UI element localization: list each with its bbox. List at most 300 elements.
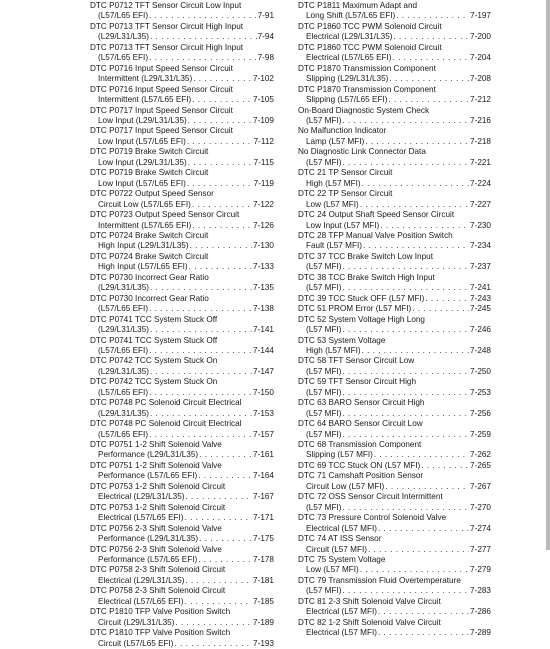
page-number: 7-279 (470, 565, 491, 575)
page-number: 7-167 (253, 492, 274, 502)
dot-leader (185, 576, 252, 586)
dot-leader (150, 283, 252, 293)
entry-title: DTC P0741 TCC System Stuck Off (90, 314, 218, 324)
index-entry (90, 377, 274, 398)
index-entry (90, 356, 274, 377)
index-entry (298, 471, 491, 492)
dot-leader (374, 450, 469, 460)
entry-subtitle: Low (L57 MFI) (306, 199, 359, 209)
entry-title: DTC 73 Pressure Control Solenoid Valve (298, 513, 447, 523)
dot-leader (343, 158, 470, 168)
dot-leader (199, 450, 252, 460)
dot-leader (343, 388, 470, 398)
entry-subtitle: Electrical (L57 MFI) (306, 607, 377, 617)
page-number: 7-153 (253, 408, 274, 418)
entry-title: DTC 75 System Voltage (298, 555, 386, 565)
entry-subtitle: (L57 MFI) (306, 366, 342, 376)
entry-subtitle-row (90, 32, 274, 42)
dot-leader (343, 430, 470, 440)
page-number: 7-218 (470, 136, 491, 146)
dot-leader (365, 137, 469, 147)
page-number: 7-147 (253, 366, 274, 376)
entry-subtitle-row (298, 367, 491, 377)
dot-leader (188, 116, 252, 126)
dot-leader (192, 95, 252, 105)
page-number: 7-181 (253, 575, 274, 585)
entry-title: DTC P1810 TFP Valve Position Switch (90, 607, 231, 617)
right-index-column (298, 1, 491, 639)
dot-leader (389, 74, 469, 84)
index-entry (90, 252, 274, 273)
entry-subtitle: Electrical (L57/L65 EFI) (98, 596, 184, 606)
dot-leader (343, 116, 470, 126)
page-number: 7-256 (470, 408, 491, 418)
dot-leader (421, 461, 469, 471)
index-entry (90, 586, 274, 607)
entry-title: DTC 21 TP Sensor Circuit (298, 168, 393, 178)
entry-title-text: DTC 39 TCC Stuck OFF (L57 MFI) (298, 293, 425, 303)
index-entry (90, 545, 274, 566)
index-entry (298, 356, 491, 377)
page-number: 7-224 (470, 178, 491, 188)
entry-subtitle-row (90, 74, 274, 84)
entry-title: DTC P0716 Input Speed Sensor Circuit (90, 84, 233, 94)
index-entry (298, 377, 491, 398)
page-number: 7-200 (470, 32, 491, 42)
index-entry (90, 231, 274, 252)
entry-subtitle: Circuit Low (L57/L65 EFI) (98, 199, 191, 209)
entry-subtitle: (L29/L31/L35) (98, 325, 149, 335)
entry-subtitle: (L57 MFI) (306, 325, 342, 335)
page-number: 7-243 (470, 293, 491, 303)
entry-subtitle: Electrical (L57/L65 EFI) (306, 53, 392, 63)
entry-title: DTC P0730 Incorrect Gear Ratio (90, 272, 209, 282)
page-number: 7-112 (253, 136, 274, 146)
entry-subtitle: (L57 MFI) (306, 115, 342, 125)
entry-title: DTC 68 Transmission Component (298, 440, 422, 450)
page-number: 7-175 (253, 534, 274, 544)
entry-subtitle: Circuit (L57/L65 EFI) (98, 638, 174, 648)
entry-subtitle: (L29/L31/L35) (98, 32, 149, 42)
entry-subtitle-row (298, 586, 491, 596)
entry-subtitle: Intermittent (L57/L65 EFI) (98, 95, 192, 105)
index-entry (298, 492, 491, 513)
page-number: 7-193 (253, 638, 274, 648)
entry-subtitle-row (298, 524, 491, 534)
entry-subtitle-row (90, 513, 274, 523)
page-number: 7-283 (470, 586, 491, 596)
entry-subtitle-row (90, 221, 274, 231)
index-entry (298, 147, 491, 168)
entry-subtitle-row (90, 137, 274, 147)
index-entry (298, 304, 491, 314)
page-number: 7-98 (257, 53, 274, 63)
entry-title: DTC 37 TCC Brake Switch Low Input (298, 251, 433, 261)
index-entry (298, 22, 491, 43)
entry-subtitle: Performance (L29/L31/L35) (98, 450, 199, 460)
entry-title: DTC P1811 Maximum Adapt and (298, 1, 418, 10)
dot-leader (192, 221, 252, 231)
entry-title: DTC P1860 TCC PWM Solenoid Circuit (298, 42, 442, 52)
entry-subtitle: High (L57 MFI) (306, 345, 361, 355)
dot-leader (149, 346, 252, 356)
entry-subtitle: Performance (L57/L65 EFI) (98, 471, 198, 481)
entry-subtitle-row (298, 200, 491, 210)
entry-subtitle-row (90, 11, 274, 21)
entry-title: DTC P0753 1-2 Shift Solenoid Circuit (90, 502, 226, 512)
entry-subtitle-row (90, 492, 274, 502)
dot-leader (393, 53, 469, 63)
index-entry (90, 336, 274, 357)
index-entry (298, 64, 491, 85)
entry-subtitle: (L57/L65 EFI) (98, 345, 149, 355)
dot-leader (185, 513, 252, 523)
dot-leader (150, 367, 252, 377)
index-entry (298, 461, 491, 471)
index-entry (90, 126, 274, 147)
entry-subtitle-row (90, 346, 274, 356)
entry-subtitle: Low Input (L57 MFI) (306, 220, 380, 230)
entry-subtitle-row (298, 607, 491, 617)
dot-leader (150, 32, 257, 42)
index-entry (298, 210, 491, 231)
page-number: 7-237 (470, 262, 491, 272)
index-entry (90, 482, 274, 503)
dot-leader (149, 388, 252, 398)
entry-title: DTC 58 TFT Sensor Circuit Low (298, 356, 415, 366)
page-number: 7-115 (253, 157, 274, 167)
page-number: 7-178 (253, 555, 274, 565)
entry-title: DTC P0753 1-2 Shift Solenoid Circuit (90, 481, 226, 491)
entry-title: DTC P0716 Input Speed Sensor Circuit (90, 63, 233, 73)
page-number: 7-171 (253, 513, 274, 523)
entry-title: DTC 82 1-2 Shift Solenoid Valve Circuit (298, 617, 441, 627)
entry-title: DTC P0719 Brake Switch Circuit (90, 147, 209, 157)
dot-leader (343, 409, 470, 419)
entry-subtitle-row (298, 53, 491, 63)
entry-subtitle: High Input (L57/L65 EFI) (98, 262, 188, 272)
dot-leader (425, 294, 469, 304)
page-number: 7-250 (470, 366, 491, 376)
entry-title: DTC 74 AT ISS Sensor (298, 534, 382, 544)
entry-subtitle: Low Input (L29/L31/L35) (98, 157, 187, 167)
entry-subtitle: (L57/L65 EFI) (98, 429, 149, 439)
entry-title: DTC P0741 TCC System Stuck Off (90, 335, 218, 345)
index-entry (90, 22, 274, 43)
entry-subtitle: Low Input (L29/L31/L35) (98, 115, 187, 125)
index-entry (298, 126, 491, 147)
page-number: 7-157 (253, 429, 274, 439)
dot-leader (150, 409, 252, 419)
dot-leader (198, 471, 252, 481)
page-number: 7-265 (470, 460, 491, 470)
entry-subtitle: (L57 MFI) (306, 283, 342, 293)
entry-title: DTC P0723 Output Speed Sensor Circuit (90, 210, 240, 220)
entry-subtitle-row (298, 95, 491, 105)
page-number: 7-208 (470, 74, 491, 84)
index-entry (298, 618, 491, 639)
entry-subtitle-row (90, 388, 274, 398)
entry-title: DTC P0713 TFT Sensor Circuit High Input (90, 42, 244, 52)
entry-title (298, 294, 491, 304)
dot-leader (393, 32, 469, 42)
dot-leader (385, 482, 469, 492)
index-entry (90, 189, 274, 210)
dot-leader (378, 628, 469, 638)
dot-leader (378, 607, 469, 617)
entry-subtitle-row (298, 503, 491, 513)
entry-subtitle-row (90, 597, 274, 607)
entry-subtitle-row (90, 158, 274, 168)
entry-subtitle: (L57 MFI) (306, 586, 342, 596)
entry-subtitle: Slipping (L57 MFI) (306, 450, 373, 460)
dot-leader (412, 304, 469, 314)
entry-title: DTC P1870 Transmission Component (298, 84, 436, 94)
entry-subtitle: Circuit (L57 MFI) (306, 544, 367, 554)
dot-leader (343, 325, 470, 335)
entry-title: DTC P0713 TFT Sensor Circuit High Input (90, 21, 244, 31)
entry-subtitle: (L57/L65 EFI) (98, 387, 149, 397)
entry-title: DTC P0751 1-2 Shift Solenoid Valve (90, 440, 222, 450)
entry-subtitle: Electrical (L57 MFI) (306, 628, 377, 638)
page-number: 7-141 (253, 325, 274, 335)
entry-title: DTC P0756 2-3 Shift Solenoid Valve (90, 523, 222, 533)
entry-subtitle: Circuit Low (L57 MFI) (306, 481, 385, 491)
entry-subtitle: Intermittent (L57/L65 EFI) (98, 220, 192, 230)
entry-subtitle: Low Input (L57/L65 EFI) (98, 178, 186, 188)
index-entry (298, 513, 491, 534)
dot-leader (343, 367, 470, 377)
index-entry (298, 440, 491, 461)
entry-title: DTC 79 Transmission Fluid Overtemperature (298, 575, 461, 585)
entry-subtitle-row (298, 32, 491, 42)
index-entry (90, 440, 274, 461)
page-number: 7-221 (470, 157, 491, 167)
page-edge-shadow (546, 0, 550, 550)
index-entry (298, 273, 491, 294)
entry-subtitle-row (298, 325, 491, 335)
entry-subtitle-row (90, 241, 274, 251)
dot-leader (343, 262, 470, 272)
dot-leader (343, 283, 470, 293)
page-number: 7-105 (253, 95, 274, 105)
entry-subtitle: Low Input (L57/L65 EFI) (98, 136, 186, 146)
entry-title: DTC 71 Camshaft Position Sensor (298, 471, 424, 481)
entry-subtitle-row (298, 450, 491, 460)
entry-subtitle-row (90, 534, 274, 544)
page-number: 7-277 (470, 544, 491, 554)
page-number: 7-216 (470, 115, 491, 125)
entry-title: DTC 63 BARO Sensor Circuit High (298, 398, 425, 408)
entry-subtitle: Fault (L57 MFI) (306, 241, 362, 251)
index-entry (298, 576, 491, 597)
entry-subtitle-row (298, 628, 491, 638)
page-number: 7-126 (253, 220, 274, 230)
entry-subtitle-row (298, 482, 491, 492)
entry-title: DTC 52 System Voltage High Long (298, 314, 425, 324)
entry-subtitle-row (90, 409, 274, 419)
page-number: 7-119 (253, 178, 274, 188)
page-number: 7-234 (470, 241, 491, 251)
entry-title: DTC 28 TFP Manual Valve Position Switch (298, 230, 453, 240)
entry-title: DTC 59 TFT Sensor Circuit High (298, 377, 416, 387)
entry-subtitle-row (90, 639, 274, 649)
entry-subtitle-row (90, 179, 274, 189)
page-number: 7-91 (257, 11, 274, 21)
entry-subtitle: (L57 MFI) (306, 408, 342, 418)
dot-leader (149, 304, 252, 314)
entry-title: DTC P0756 2-3 Shift Solenoid Valve (90, 544, 222, 554)
entry-subtitle-row (90, 53, 274, 63)
entry-title: DTC P0717 Input Speed Sensor Circuit (90, 126, 233, 136)
entry-subtitle: Lamp (L57 MFI) (306, 136, 365, 146)
entry-subtitle: (L57/L65 EFI) (98, 304, 149, 314)
entry-subtitle: High (L57 MFI) (306, 178, 361, 188)
index-entry (90, 210, 274, 231)
page-number: 7-161 (253, 450, 274, 460)
entry-subtitle: Electrical (L29/L31/L35) (98, 575, 185, 585)
dot-leader (378, 524, 469, 534)
dot-leader (192, 200, 252, 210)
entry-subtitle: (L29/L31/L35) (98, 408, 149, 418)
index-entry (90, 168, 274, 189)
index-entry (298, 534, 491, 555)
page-number: 7-241 (470, 283, 491, 293)
entry-subtitle-row (298, 409, 491, 419)
page-number: 7-270 (470, 502, 491, 512)
entry-subtitle: (L57/L65 EFI) (98, 11, 149, 21)
index-entry (298, 419, 491, 440)
entry-title: DTC P0748 PC Solenoid Circuit Electrical (90, 398, 242, 408)
entry-subtitle: (L29/L31/L35) (98, 366, 149, 376)
entry-subtitle-row (90, 450, 274, 460)
dot-leader (187, 179, 253, 189)
entry-subtitle-row (90, 283, 274, 293)
entry-title: DTC P1870 Transmission Component (298, 63, 436, 73)
dot-leader (175, 639, 253, 649)
entry-title: DTC P0758 2-3 Shift Solenoid Circuit (90, 565, 226, 575)
dot-leader (362, 346, 469, 356)
index-entry (298, 231, 491, 252)
entry-title: DTC P0717 Input Speed Sensor Circuit (90, 105, 233, 115)
entry-title: DTC P0712 TFT Sensor Circuit Low Input (90, 1, 242, 10)
index-entry (90, 628, 274, 649)
entry-subtitle-row (90, 325, 274, 335)
dot-leader (199, 534, 252, 544)
entry-subtitle-row (90, 555, 274, 565)
index-entry (298, 294, 491, 304)
dot-leader (149, 11, 257, 21)
page-number: 7-164 (253, 471, 274, 481)
entry-subtitle: Electrical (L29/L31/L35) (306, 32, 393, 42)
page-number: 7-189 (253, 617, 274, 627)
page-number: 7-94 (257, 32, 274, 42)
entry-subtitle: Electrical (L29/L31/L35) (98, 492, 185, 502)
entry-title: DTC P0724 Brake Switch Circuit (90, 251, 209, 261)
page-number: 7-259 (470, 429, 491, 439)
entry-title: No Diagnostic Link Connector Data (298, 147, 426, 157)
entry-subtitle-row (298, 137, 491, 147)
entry-title: DTC 81 2-3 Shift Solenoid Valve Circuit (298, 596, 441, 606)
entry-subtitle-row (298, 346, 491, 356)
entry-subtitle-row (298, 388, 491, 398)
entry-subtitle: (L57 MFI) (306, 429, 342, 439)
entry-title: DTC P0748 PC Solenoid Circuit Electrical (90, 419, 242, 429)
entry-title: DTC P0742 TCC System Stuck On (90, 377, 218, 387)
entry-title: No Malfunction Indicator (298, 126, 387, 136)
entry-subtitle-row (298, 430, 491, 440)
dot-leader (198, 555, 252, 565)
index-entry (298, 252, 491, 273)
page-number: 7-130 (253, 241, 274, 251)
index-entry (298, 43, 491, 64)
page-number: 7-267 (470, 481, 491, 491)
entry-subtitle: Electrical (L57/L65 EFI) (98, 513, 184, 523)
index-entry (90, 1, 274, 22)
dot-leader (149, 53, 257, 63)
dot-leader (396, 11, 469, 21)
page-number: 7-274 (470, 523, 491, 533)
page-number: 7-135 (253, 283, 274, 293)
entry-subtitle: (L57 MFI) (306, 502, 342, 512)
entry-subtitle-row (90, 471, 274, 481)
index-entry (90, 565, 274, 586)
dot-leader (175, 618, 252, 628)
entry-subtitle: Intermittent (L29/L31/L35) (98, 74, 193, 84)
dot-leader (360, 565, 469, 575)
page-number: 7-230 (470, 220, 491, 230)
entry-title: DTC P0719 Brake Switch Circuit (90, 168, 209, 178)
entry-subtitle-row (90, 200, 274, 210)
dot-leader (343, 503, 470, 513)
entry-subtitle-row (298, 241, 491, 251)
dot-leader (380, 221, 469, 231)
page-number: 7-144 (253, 345, 274, 355)
dot-leader (362, 179, 469, 189)
entry-subtitle-row (90, 262, 274, 272)
index-entry (298, 555, 491, 576)
entry-subtitle-row (90, 95, 274, 105)
entry-title: DTC P0724 Brake Switch Circuit (90, 230, 209, 240)
entry-subtitle: (L57 MFI) (306, 157, 342, 167)
page-number: 7-245 (470, 304, 491, 314)
entry-subtitle: Slipping (L29/L31/L35) (306, 74, 389, 84)
entry-title: DTC P0758 2-3 Shift Solenoid Circuit (90, 586, 226, 596)
page-number: 7-109 (253, 115, 274, 125)
index-entry (90, 315, 274, 336)
entry-subtitle-row (298, 565, 491, 575)
entry-title: DTC P0730 Incorrect Gear Ratio (90, 293, 209, 303)
index-entry (90, 147, 274, 168)
entry-subtitle-row (298, 283, 491, 293)
page-number: 7-227 (470, 199, 491, 209)
page-number: 7-204 (470, 53, 491, 63)
entry-title: DTC P0742 TCC System Stuck On (90, 356, 218, 366)
index-entry (90, 398, 274, 419)
dot-leader (190, 241, 252, 251)
index-entry (90, 43, 274, 64)
entry-subtitle-row (298, 11, 491, 21)
dot-leader (360, 200, 469, 210)
entry-title: DTC 24 Output Shaft Speed Sensor Circuit (298, 210, 455, 220)
entry-subtitle-row (298, 116, 491, 126)
page-number: 7-197 (470, 11, 491, 21)
entry-subtitle: Slipping (L57/L65 EFI) (306, 95, 388, 105)
entry-title: DTC 64 BARO Sensor Circuit Low (298, 419, 423, 429)
dot-leader (188, 158, 253, 168)
entry-subtitle: High Input (L29/L31/L35) (98, 241, 189, 251)
entry-title: DTC P0722 Output Speed Sensor (90, 189, 214, 199)
